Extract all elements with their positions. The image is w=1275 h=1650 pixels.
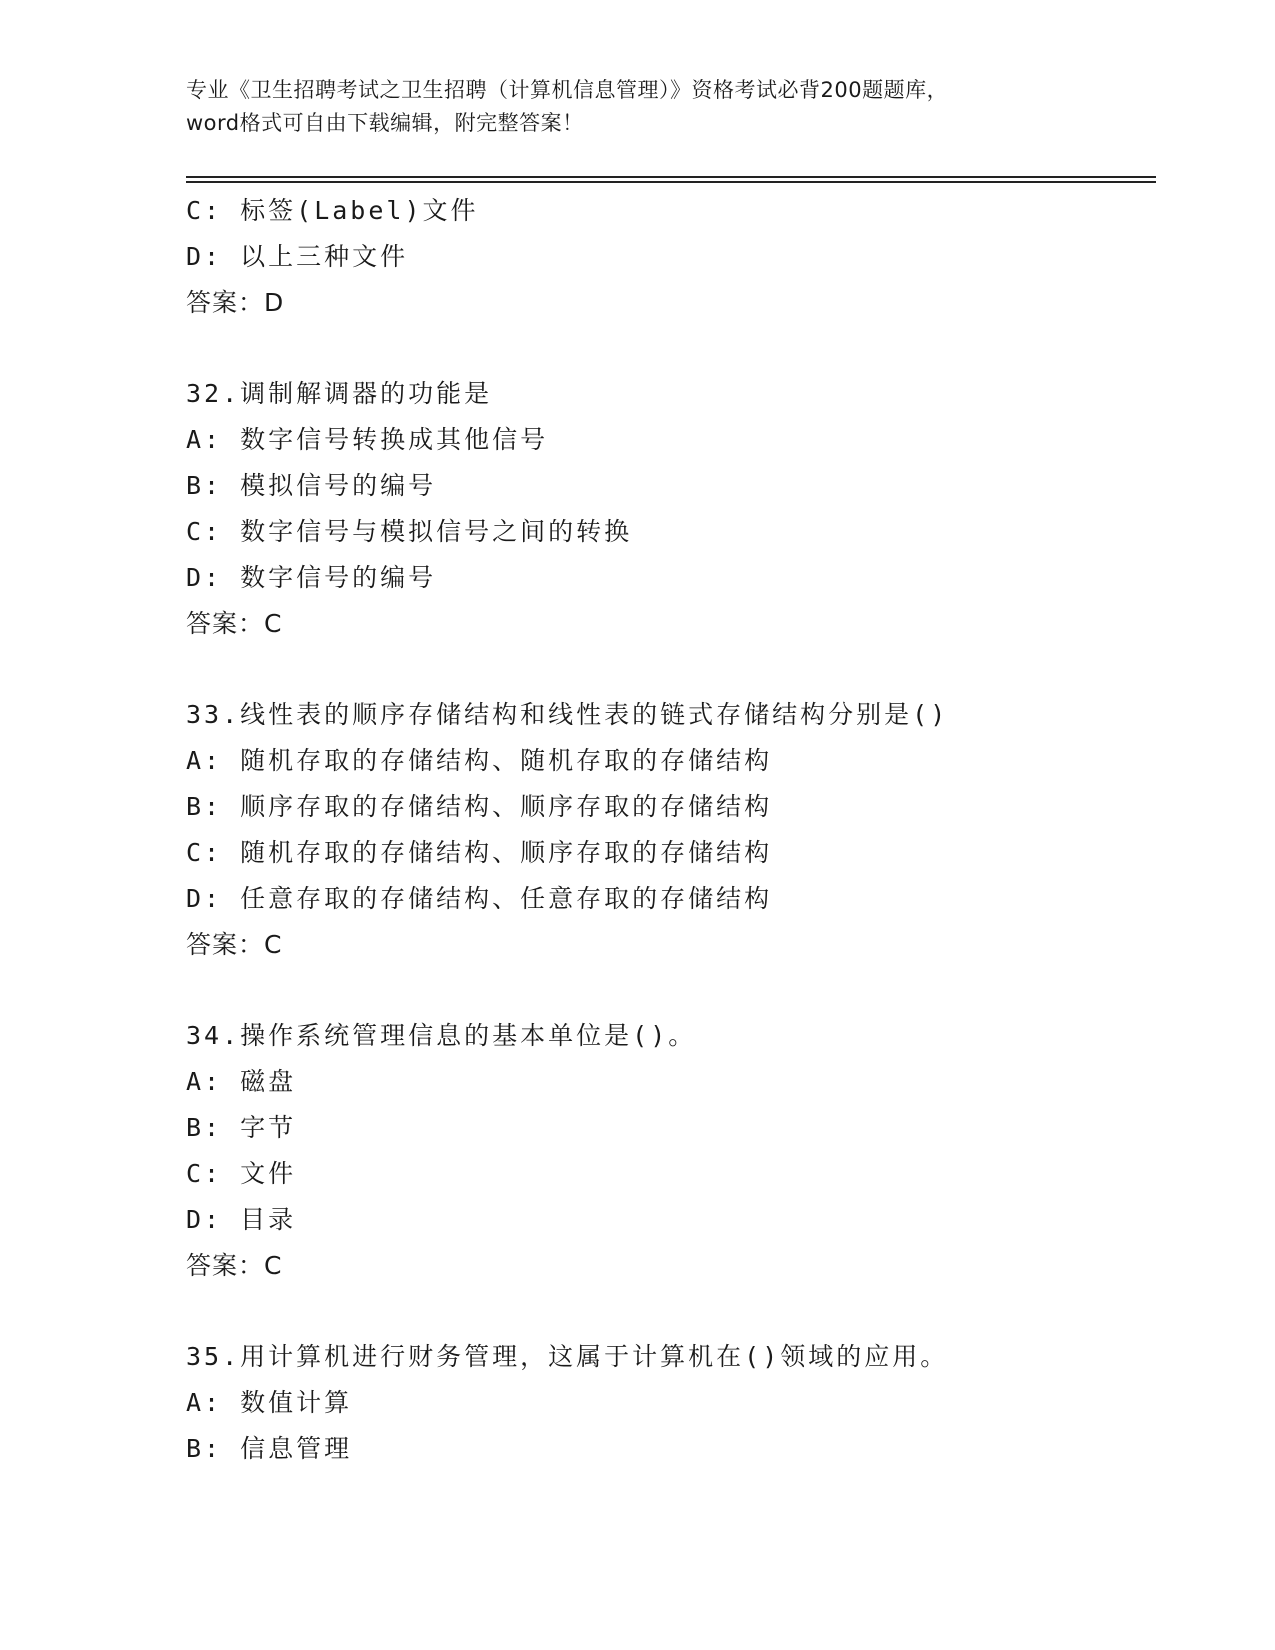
question-35 (186, 1334, 1146, 1472)
question-text: 34.操作系统管理信息的基本单位是()。 (186, 1021, 697, 1050)
document-header (186, 74, 1086, 140)
option-c: C: 文件 (186, 1159, 297, 1188)
question-list (186, 188, 1146, 1472)
option-a: A: 随机存取的存储结构、随机存取的存储结构 (186, 746, 773, 775)
header-divider-bottom (186, 181, 1156, 183)
option-a: A: 数字信号转换成其他信号 (186, 425, 549, 454)
answer: 答案：C (186, 930, 283, 959)
spacer (186, 647, 1146, 692)
spacer (186, 968, 1146, 1013)
option-b: B: 字节 (186, 1113, 297, 1142)
option-d: D: 以上三种文件 (186, 242, 409, 271)
header-title-line-1: 专业《卫生招聘考试之卫生招聘（计算机信息管理）》资格考试必背200题题库， (186, 78, 949, 102)
question-text: 32.调制解调器的功能是 (186, 379, 493, 408)
option-c: C: 数字信号与模拟信号之间的转换 (186, 517, 633, 546)
spacer (186, 1289, 1146, 1334)
option-d: D: 数字信号的编号 (186, 563, 437, 592)
option-b: B: 模拟信号的编号 (186, 471, 437, 500)
answer: 答案：C (186, 609, 283, 638)
question-31-tail (186, 188, 1146, 326)
header-divider-top (186, 176, 1156, 178)
option-c: C: 随机存取的存储结构、顺序存取的存储结构 (186, 838, 773, 867)
question-text: 33.线性表的顺序存储结构和线性表的链式存储结构分别是() (186, 700, 949, 729)
answer: 答案：D (186, 288, 285, 317)
question-33 (186, 692, 1146, 968)
question-32 (186, 371, 1146, 647)
question-34 (186, 1013, 1146, 1289)
spacer (186, 326, 1146, 371)
option-d: D: 任意存取的存储结构、任意存取的存储结构 (186, 884, 773, 913)
question-text: 35.用计算机进行财务管理，这属于计算机在()领域的应用。 (186, 1342, 949, 1371)
option-b: B: 顺序存取的存储结构、顺序存取的存储结构 (186, 792, 773, 821)
answer: 答案：C (186, 1251, 283, 1280)
option-b: B: 信息管理 (186, 1434, 353, 1463)
header-title-line-2: word格式可自由下载编辑，附完整答案！ (186, 111, 584, 135)
option-d: D: 目录 (186, 1205, 297, 1234)
option-a: A: 磁盘 (186, 1067, 297, 1096)
option-a: A: 数值计算 (186, 1388, 353, 1417)
option-c: C: 标签(Label)文件 (186, 196, 479, 225)
